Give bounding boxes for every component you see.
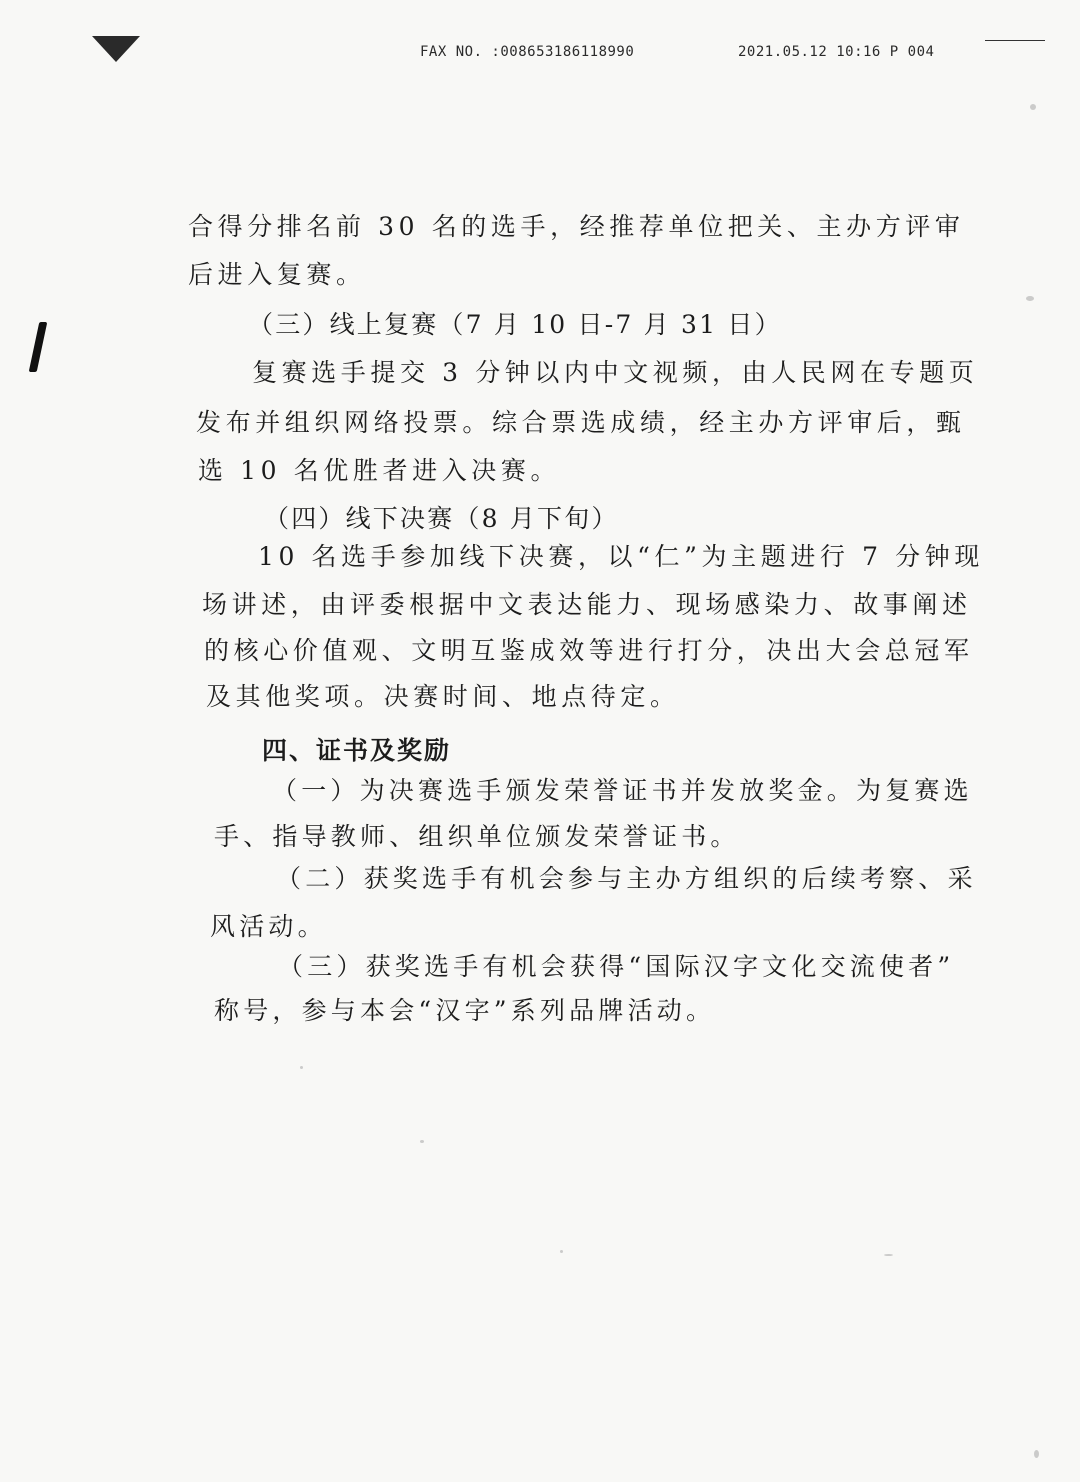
body-line: （二）获奖选手有机会参与主办方组织的后续考察、采 [276, 864, 977, 893]
body-line: 选 10 名优胜者进入决赛。 [198, 456, 561, 485]
section-subheading: （三）线上复赛（7 月 10 日-7 月 31 日） [248, 310, 782, 339]
fax-number: FAX NO. :008653186118990 [420, 44, 635, 60]
scan-speck [560, 1250, 563, 1253]
body-line: 风活动。 [210, 912, 327, 941]
body-line: 的核心价值观、文明互鉴成效等进行打分，决出大会总冠军 [204, 636, 974, 665]
scan-edge-mark [29, 322, 48, 372]
scan-speck [420, 1140, 424, 1143]
fax-date-page: 2021.05.12 10:16 P 004 [738, 44, 935, 60]
body-line: 及其他奖项。决赛时间、地点待定。 [206, 682, 680, 711]
body-line: 场讲述，由评委根据中文表达能力、现场感染力、故事阐述 [202, 590, 972, 619]
body-line: 合得分排名前 30 名的选手，经推荐单位把关、主办方评审 [188, 212, 965, 241]
section-heading: 四、证书及奖励 [262, 736, 452, 765]
body-line: 后进入复赛。 [188, 260, 366, 289]
scan-speck [1034, 1450, 1039, 1458]
scan-speck [1026, 296, 1034, 301]
body-line: （一）为决赛选手颁发荣誉证书并发放奖金。为复赛选 [272, 776, 973, 805]
header-rule [985, 40, 1045, 41]
body-line: 10 名选手参加线下决赛，以“仁”为主题进行 7 分钟现 [258, 542, 984, 571]
body-line: 手、指导教师、组织单位颁发荣誉证书。 [214, 822, 740, 851]
body-line: 复赛选手提交 3 分钟以内中文视频，由人民网在专题页 [252, 358, 979, 387]
scan-speck [300, 1066, 303, 1069]
scan-speck [884, 1254, 893, 1256]
body-line: （三）获奖选手有机会获得“国际汉字文化交流使者” [278, 952, 955, 981]
section-subheading: （四）线下决赛（8 月下旬） [264, 504, 619, 533]
fax-corner-mark [92, 36, 140, 62]
scan-speck [1030, 104, 1036, 110]
body-line: 发布并组织网络投票。综合票选成绩，经主办方评审后，甄 [196, 408, 966, 437]
body-line: 称号，参与本会“汉字”系列品牌活动。 [214, 996, 716, 1025]
